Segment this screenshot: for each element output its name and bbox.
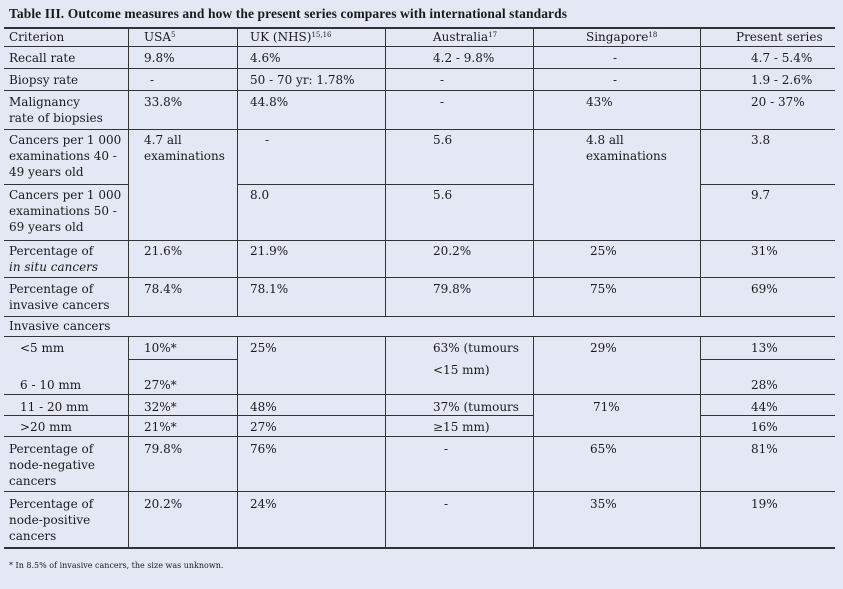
cell-in-situ-australia: 20.2%: [433, 244, 472, 258]
label-recall-rate: Recall rate: [9, 51, 76, 65]
cell-biopsy-usa: -: [150, 73, 155, 87]
col-divider: [128, 29, 129, 316]
cell-11-20mm-usa: 32%*: [144, 400, 177, 414]
label-11-20mm: 11 - 20 mm: [20, 400, 89, 414]
cell-cancers-40-49-uk: -: [265, 133, 270, 147]
cell-biopsy-present: 1.9 - 2.6%: [751, 73, 813, 87]
col-divider: [385, 29, 386, 316]
cell-lt5mm-usa: 10%*: [144, 341, 177, 355]
cell-malignancy-uk: 44.8%: [250, 95, 289, 109]
label-node-positive-line1: Percentage of: [9, 497, 94, 511]
header-singapore: Singapore$^{18}$: [586, 30, 658, 44]
cell-in-situ-present: 31%: [751, 244, 778, 258]
label-cancers-40-49-line1: Cancers per 1 000: [9, 133, 122, 147]
col-divider: [237, 29, 238, 316]
cell-invasive-present: 69%: [751, 282, 778, 296]
cell-cancers-40-49-present: 3.8: [751, 133, 771, 147]
label-biopsy-rate: Biopsy rate: [9, 73, 79, 87]
cell-node-positive-uk: 24%: [250, 497, 277, 511]
table-title: Table III. Outcome measures and how the present series compares with international standards: [9, 6, 568, 21]
cell-malignancy-present: 20 - 37%: [751, 95, 805, 109]
label-in-situ-line2: in situ cancers: [9, 260, 99, 274]
row-divider: [128, 359, 237, 360]
section-invasive-cancers: Invasive cancers: [9, 319, 111, 333]
cell-gt20mm-usa: 21%*: [144, 420, 177, 434]
cell-cancers-usa-line2: examinations: [144, 149, 225, 163]
cell-large-australia-line1: 37% (tumours: [433, 400, 519, 414]
cell-6-10mm-usa: 27%*: [144, 378, 177, 392]
cell-invasive-uk: 78.1%: [250, 282, 289, 296]
cell-biopsy-uk: 50 - 70 yr: 1.78%: [250, 73, 355, 87]
label-node-negative-line2: node-negative: [9, 458, 95, 472]
cell-in-situ-uk: 21.9%: [250, 244, 289, 258]
header-uk: UK (NHS)$^{15,16}$: [250, 30, 332, 44]
cell-6-10mm-present: 28%: [751, 378, 778, 392]
cell-small-australia-line1: 63% (tumours: [433, 341, 519, 355]
cell-small-uk: 25%: [250, 341, 277, 355]
label-cancers-40-49-line3: 49 years old: [9, 165, 84, 179]
row-divider: [4, 415, 533, 416]
cell-node-negative-singapore: 65%: [590, 442, 617, 456]
label-cancers-50-69-line1: Cancers per 1 000: [9, 188, 122, 202]
col-divider: [237, 336, 238, 547]
cell-cancers-40-49-australia: 5.6: [433, 133, 453, 147]
label-malignancy-line2: rate of biopsies: [9, 111, 103, 125]
cell-recall-uk: 4.6%: [250, 51, 281, 65]
cell-cancers-singapore-line2: examinations: [586, 149, 667, 163]
col-divider: [533, 336, 534, 547]
cell-node-negative-present: 81%: [751, 442, 778, 456]
cell-lt5mm-present: 13%: [751, 341, 778, 355]
cell-invasive-usa: 78.4%: [144, 282, 183, 296]
col-divider: [385, 336, 386, 547]
cell-large-singapore: 71%: [593, 400, 620, 414]
cell-11-20mm-present: 44%: [751, 400, 778, 414]
cell-node-positive-australia: -: [444, 497, 449, 511]
col-divider: [700, 336, 701, 547]
cell-recall-singapore: -: [613, 51, 618, 65]
cell-node-positive-present: 19%: [751, 497, 778, 511]
header-criterion: Criterion: [9, 30, 65, 44]
cell-invasive-australia: 79.8%: [433, 282, 472, 296]
label-6-10mm: 6 - 10 mm: [20, 378, 82, 392]
label-lt5mm: <5 mm: [20, 341, 65, 355]
label-node-negative-line3: cancers: [9, 474, 57, 488]
cell-invasive-singapore: 75%: [590, 282, 617, 296]
label-cancers-40-49-line2: examinations 40 -: [9, 149, 117, 163]
cell-malignancy-usa: 33.8%: [144, 95, 183, 109]
label-invasive-line1: Percentage of: [9, 282, 94, 296]
label-node-positive-line2: node-positive: [9, 513, 91, 527]
header-usa: USA$^5$: [144, 30, 176, 44]
cell-small-singapore: 29%: [590, 341, 617, 355]
cell-in-situ-singapore: 25%: [590, 244, 617, 258]
table-footnote: * In 8.5% of invasive cancers, the size was unknown.: [9, 561, 224, 570]
cell-cancers-50-69-uk: 8.0: [250, 188, 270, 202]
row-divider: [700, 415, 835, 416]
cell-cancers-singapore-line1: 4.8 all: [586, 133, 624, 147]
cell-recall-australia: 4.2 - 9.8%: [433, 51, 495, 65]
row-divider: [4, 184, 128, 185]
row-divider: [4, 316, 835, 317]
label-gt20mm: >20 mm: [20, 420, 72, 434]
cell-malignancy-singapore: 43%: [586, 95, 613, 109]
header-australia: Australia$^{17}$: [433, 30, 498, 44]
row-divider: [700, 359, 835, 360]
cell-node-negative-uk: 76%: [250, 442, 277, 456]
cell-small-australia-line2: <15 mm): [433, 363, 490, 377]
label-in-situ-line1: Percentage of: [9, 244, 94, 258]
cell-11-20mm-uk: 48%: [250, 400, 277, 414]
col-divider: [128, 336, 129, 547]
label-cancers-50-69-line2: examinations 50 -: [9, 204, 117, 218]
cell-biopsy-singapore: -: [613, 73, 618, 87]
cell-large-australia-line2: ≥15 mm): [433, 420, 490, 434]
label-node-positive-line3: cancers: [9, 529, 57, 543]
cell-node-negative-usa: 79.8%: [144, 442, 183, 456]
label-cancers-50-69-line3: 69 years old: [9, 220, 84, 234]
cell-gt20mm-uk: 27%: [250, 420, 277, 434]
cell-in-situ-usa: 21.6%: [144, 244, 183, 258]
col-divider: [533, 29, 534, 316]
cell-node-positive-usa: 20.2%: [144, 497, 183, 511]
cell-recall-present: 4.7 - 5.4%: [751, 51, 813, 65]
cell-cancers-usa-line1: 4.7 all: [144, 133, 182, 147]
label-node-negative-line1: Percentage of: [9, 442, 94, 456]
cell-node-negative-australia: -: [444, 442, 449, 456]
header-present-series: Present series: [736, 30, 823, 44]
cell-cancers-50-69-australia: 5.6: [433, 188, 453, 202]
cell-node-positive-singapore: 35%: [590, 497, 617, 511]
label-invasive-line2: invasive cancers: [9, 298, 110, 312]
cell-malignancy-australia: -: [440, 95, 445, 109]
label-malignancy-line1: Malignancy: [9, 95, 80, 109]
col-divider: [700, 29, 701, 316]
cell-gt20mm-present: 16%: [751, 420, 778, 434]
cell-cancers-50-69-present: 9.7: [751, 188, 771, 202]
bottom-rule: [4, 547, 835, 549]
row-divider: [700, 184, 835, 185]
cell-recall-usa: 9.8%: [144, 51, 175, 65]
cell-biopsy-australia: -: [440, 73, 445, 87]
